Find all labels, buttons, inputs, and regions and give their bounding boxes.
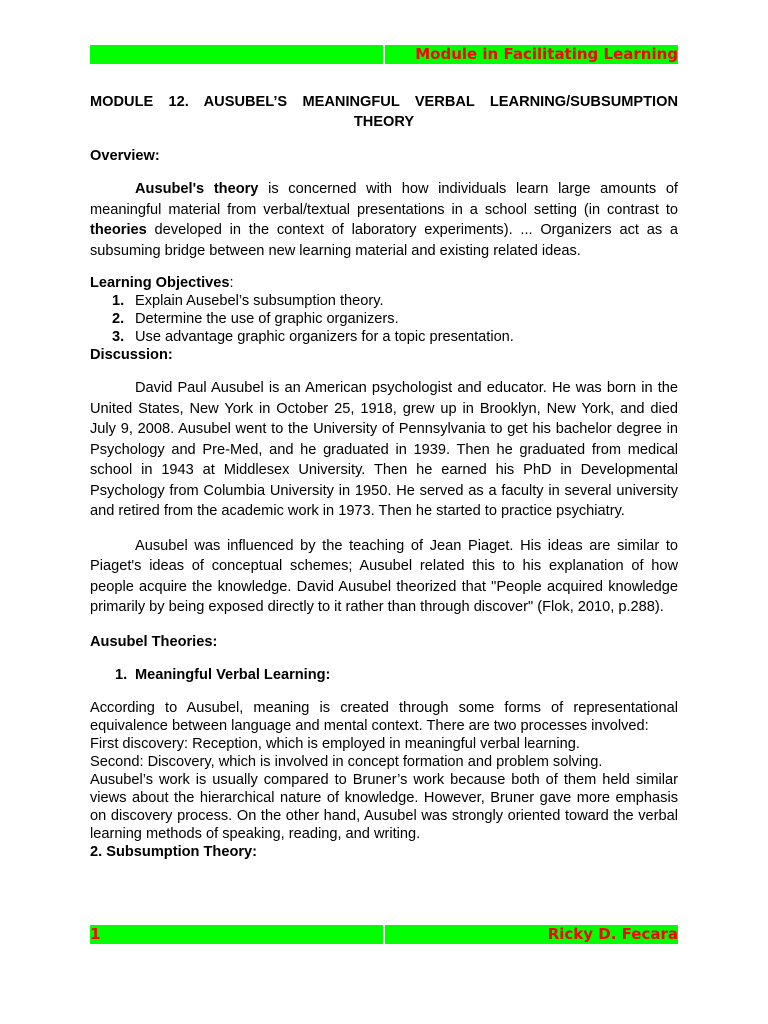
page-number: 1 (90, 925, 101, 943)
list-item-text: Explain Ausebel’s subsumption theory. (135, 293, 384, 309)
list-item-number: 3. (112, 329, 125, 345)
mvl-line: First discovery: Reception, which is employed in meaningful verbal learning. (90, 735, 580, 752)
mvl-line: Second: Discovery, which is involved in concept formation and problem solving. (90, 753, 603, 770)
objectives-heading-line (90, 274, 678, 292)
discussion-heading: Discussion: (90, 347, 173, 363)
footer-band-divider (383, 925, 385, 944)
header-band-divider (383, 45, 385, 64)
overview-text-1: is concerned with how individuals learn large amounts of meaningful material from verbal/textual presentations in a school setting (in contrast to (90, 181, 678, 218)
mvl-line: Ausubel’s work is usually compared to Bruner’s work because both of them held similar views about the hierarchical nature of knowledge. However, Bruner gave more emphasis on discovery process. On the other hand, Ausubel was strongly oriented toward the verbal learning methods of speaking, reading, and writing. (90, 771, 678, 842)
mvl-title: Meaningful Verbal Learning: (135, 666, 331, 683)
mvl-body (90, 699, 678, 843)
footer-band (90, 925, 678, 944)
mvl-heading (90, 665, 678, 685)
objectives-colon: : (229, 275, 234, 291)
list-item-text: Determine the use of graphic organizers. (135, 311, 399, 327)
author-name: Ricky D. Fecara (547, 925, 678, 943)
overview-paragraph (90, 179, 678, 261)
objectives-list (90, 292, 678, 346)
mvl-number: 1. (115, 666, 128, 683)
list-item (90, 328, 678, 346)
subsumption-heading: 2. Subsumption Theory: (90, 843, 258, 860)
list-item-text: Use advantage graphic organizers for a topic presentation. (135, 329, 514, 345)
page-title: MODULE 12. AUSUBEL’S MEANINGFUL VERBAL LEARNING/SUBSUMPTION THEORY (90, 94, 678, 130)
discussion-paragraph-2: Ausubel was influenced by the teaching of Jean Piaget. His ideas are similar to Piaget's ideas of conceptual schemes; Ausubel related this to his explanation of how people acquire the knowledge. David Ausubel theorized that "People acquired knowledge primarily by being exposed directly to it rather than through discover" (Flok, 2010, p.288). (90, 537, 678, 615)
list-item-number: 2. (112, 311, 125, 327)
overview-text-2: developed in the context of laboratory experiments). ... Organizers act as a subsuming bridge between new learning material and existing related ideas. (90, 222, 678, 259)
list-item-number: 1. (112, 293, 125, 309)
overview-heading: Overview: (90, 148, 160, 164)
discussion-paragraph-1: David Paul Ausubel is an American psychologist and educator. He was born in the United States, New York in October 25, 1918, grew up in Brooklyn, New York, and died July 9, 2008. Ausubel went to the University of Pennsylvania to get his bachelor degree in Psychology and Pre-Med, and he graduated in 1939. Then he graduated from medical school in 1943 at Middlesex University. Then he earned his PhD in Developmental Psychology from Columbia University in 1950. He served as a faculty in several university and retired from the academic work in 1973. Then he started to practice psychiatry. (90, 380, 678, 519)
overview-theories-term: theories (90, 222, 147, 238)
objectives-heading: Learning Objectives (90, 275, 230, 291)
mvl-line: According to Ausubel, meaning is created through some forms of representational equivalence between language and mental context. There are two processes involved: (90, 699, 678, 734)
overview-theory-term: Ausubel's theory (135, 181, 259, 197)
list-item (90, 292, 678, 310)
document-body (90, 92, 678, 861)
theories-heading: Ausubel Theories: (90, 633, 218, 650)
module-name: Module in Facilitating Learning (415, 45, 678, 63)
list-item (90, 310, 678, 328)
header-band (90, 45, 678, 64)
